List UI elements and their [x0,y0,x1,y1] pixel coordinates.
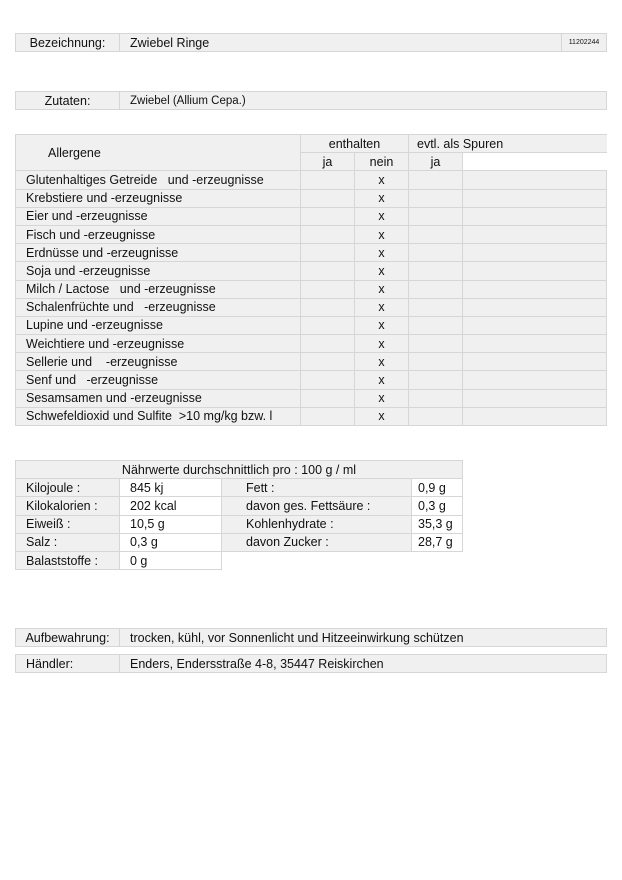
allergen-spuren [409,353,463,371]
naehrwert-row [16,533,463,551]
ja-header: ja [301,153,355,171]
naehrwert-value: 10,5 g [120,515,222,533]
allergen-nein: x [355,335,409,353]
aufbewahrung-value: trocken, kühl, vor Sonnenlicht und Hitzeeinwirkung schützen [130,630,464,645]
allergen-spuren [409,335,463,353]
naehrwert-label: davon Zucker : [222,533,412,551]
allergen-row [16,335,607,353]
allergen-spuren [409,244,463,262]
naehrwerte-table [15,460,463,570]
allergen-ja [301,207,355,225]
allergen-ja [301,371,355,389]
nein-header: nein [355,153,409,171]
allergen-row [16,244,607,262]
zutaten-row [15,91,607,110]
allergen-nein: x [355,353,409,371]
allergen-row [16,280,607,298]
allergen-spuren [409,171,463,189]
allergen-row [16,298,607,316]
allergen-name: Sesamsamen und -erzeugnisse [16,389,301,407]
haendler-label: Händler: [16,655,120,672]
allergen-spuren [409,207,463,225]
allergen-name: Schwefeldioxid und Sulfite >10 mg/kg bzw. l [16,407,301,425]
allergen-ja [301,353,355,371]
allergen-row [16,353,607,371]
allergen-row [16,316,607,334]
allergen-nein: x [355,244,409,262]
allergen-nein: x [355,389,409,407]
allergen-ja [301,389,355,407]
allergen-ja [301,244,355,262]
spuren-header: evtl. als Spuren [409,135,607,153]
allergen-row [16,407,607,425]
allergen-row [16,389,607,407]
allergene-header: Allergene [16,135,301,171]
naehrwert-row [16,479,463,497]
allergen-spuren [409,189,463,207]
allergen-nein: x [355,189,409,207]
allergen-name: Soja und -erzeugnisse [16,262,301,280]
allergen-row [16,262,607,280]
allergen-spuren [409,389,463,407]
allergen-ja [301,280,355,298]
naehrwert-value: 0,3 g [412,497,463,515]
allergen-ja [301,407,355,425]
naehrwert-value: 202 kcal [120,497,222,515]
naehrwert-value: 0,3 g [120,533,222,551]
allergen-spuren [409,316,463,334]
allergen-ja [301,189,355,207]
allergen-name: Senf und -erzeugnisse [16,371,301,389]
zutaten-value: Zwiebel (Allium Cepa.) [130,94,246,107]
naehrwert-value: 28,7 g [412,533,463,551]
allergen-row [16,171,607,189]
enthalten-header: enthalten [301,135,409,153]
allergen-ja [301,298,355,316]
allergen-ja [301,335,355,353]
allergen-name: Erdnüsse und -erzeugnisse [16,244,301,262]
haendler-value: Enders, Endersstraße 4-8, 35447 Reiskirchen [130,656,384,671]
naehrwert-value: 845 kj [120,479,222,497]
allergen-row [16,371,607,389]
allergen-name: Sellerie und -erzeugnisse [16,353,301,371]
naehrwert-row [16,497,463,515]
bezeichnung-value: Zwiebel Ringe [130,35,210,50]
aufbewahrung-row [15,628,607,647]
allergen-name: Glutenhaltiges Getreide und -erzeugnisse [16,171,301,189]
allergen-spuren [409,407,463,425]
allergen-name: Schalenfrüchte und -erzeugnisse [16,298,301,316]
allergen-nein: x [355,207,409,225]
allergen-row [16,207,607,225]
allergen-table [15,134,607,426]
spuren-ja-header: ja [409,153,463,171]
allergen-row [16,225,607,243]
allergen-name: Eier und -erzeugnisse [16,207,301,225]
allergen-row [16,189,607,207]
naehrwert-label: Eiweiß : [16,515,120,533]
naehrwert-label: Fett : [222,479,412,497]
naehrwert-value: 0,9 g [412,479,463,497]
allergen-ja [301,316,355,334]
bezeichnung-label: Bezeichnung: [16,34,120,51]
allergen-ja [301,171,355,189]
allergen-spuren [409,298,463,316]
article-code: 11202244 [561,34,606,51]
allergen-nein: x [355,407,409,425]
zutaten-label: Zutaten: [16,92,120,109]
allergen-name: Fisch und -erzeugnisse [16,225,301,243]
allergen-name: Milch / Lactose und -erzeugnisse [16,280,301,298]
allergen-ja [301,225,355,243]
allergen-name: Lupine und -erzeugnisse [16,316,301,334]
naehrwert-row [16,515,463,533]
allergen-name: Weichtiere und -erzeugnisse [16,335,301,353]
allergen-nein: x [355,371,409,389]
allergen-spuren [409,371,463,389]
naehrwert-label: Salz : [16,533,120,551]
allergen-name: Krebstiere und -erzeugnisse [16,189,301,207]
allergen-spuren [409,225,463,243]
allergen-ja [301,262,355,280]
allergen-nein: x [355,298,409,316]
allergen-nein: x [355,171,409,189]
allergen-nein: x [355,225,409,243]
naehrwert-label: Kohlenhydrate : [222,515,412,533]
bezeichnung-row [15,33,607,52]
naehrwert-label: Kilojoule : [16,479,120,497]
allergen-spuren [409,262,463,280]
naehrwert-value: 0 g [120,551,222,569]
allergen-spuren [409,280,463,298]
naehrwert-row [16,551,463,569]
allergen-nein: x [355,280,409,298]
naehrwert-value: 35,3 g [412,515,463,533]
haendler-row [15,654,607,673]
aufbewahrung-label: Aufbewahrung: [16,629,120,646]
naehrwert-label: davon ges. Fettsäure : [222,497,412,515]
allergen-nein: x [355,262,409,280]
allergen-nein: x [355,316,409,334]
naehrwert-label: Kilokalorien : [16,497,120,515]
naehrwerte-title: Nährwerte durchschnittlich pro : 100 g / ml [16,461,463,479]
naehrwert-label: Balaststoffe : [16,551,120,569]
